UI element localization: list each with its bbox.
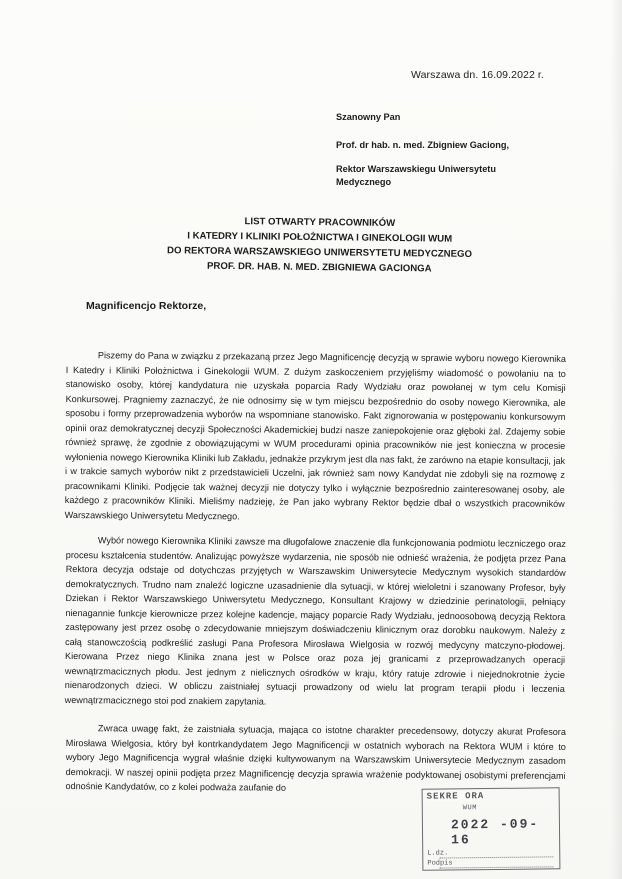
- paragraph: Zwraca uwagę fakt, że zaistniała sytuacja, mająca co istotne charakter precedensowy, dotyczy akurat Profesora Mirosława Wielgosia, który był kontrkandydatem Jego Magnificencji w ostatnich wyborach na Rektora WUM i które to wybory Jego Magnificencja wygrał właśnie dzięki kultywowanym na Warszawskim Uniwersytecie Medycznym zasadom demokracji. W naszej opinii podjęta przez Magnificencję decyzja sprawia wrażenie podyktowanej osobistymi preferencjami odnośnie Kandydatów, co z kolei podważa zaufanie do: [65, 723, 566, 793]
- letter-title: [149, 213, 490, 277]
- title-line: I KATEDRY I KLINIKI POŁOŻNICTWA I GINEKOLOGII WUM: [187, 230, 453, 245]
- paragraph: Wybór nowego Kierownika Kliniki zawsze ma długofalowe znaczenie dla funkcjonowania podmiotu leczniczego oraz procesu kształcenia studentów. Analizując powyższe wydarzenia, nie sposób nie odnieść wrażenia, że podjęta przez Pana Rektora decyzja odstaje od dotychczas przyjętych w Warszawskim Uniwersytecie Medycznym wysokich standardów demokratycznych. Trudno nam znaleźć logiczne uzasadnienie dla sytuacji, w której wieloletni i szanowany Profesor, były Dziekan i Rektor Warszawskiego Uniwersytetu Medycznego, Konsultant Krajowy w dziedzinie perinatologii, pełniący nienagannie funkcje kierownicze przez kolejne kadencje, mający poparcie Rady Wydziału, jednoosobową decyzją Rektora zastępowany jest przez osobę o zdecydowanie mniejszym doświadczeniu klinicznym oraz dorobku naukowym. Należy z całą stanowczością podkreślić zasługi Pana Profesora Mirosława Wielgosia w rozwój medycyny matczyno-płodowej. Kierowana Przez niego Klinika znana jest w Polsce oraz poza jej granicami z przeprowadzanych operacji wewnątrzmacicznych płodu. Jest jednym z nielicznych ośrodków w kraju, który ratuje zdrowie i niejednokrotnie życie nienarodzonych dzieci. W obliczu zaistniałej sytuacji prowadzony od wielu lat program terapii płodu i leczenia wewnątrzmacicznego stoi pod znakiem zapytania.: [64, 535, 566, 707]
- recipient-position: Rektor Warszawskiegu Uniwersytetu Medycznego: [336, 164, 496, 187]
- paragraph: Piszemy do Pana w związku z przekazaną przez Jego Magnificencję decyzją w sprawie wyboru nowego Kierownika I Katedry i Kliniki Położnictwa i Ginekologii WUM. Z dużym zaskoczeniem przyjęliśmy wiadomość o powołaniu na to stanowisko osoby, której kandydatura nie uzyskała poparcia Rady Wydziału oraz powołanej w tym celu Komisji Konkursowej. Pragniemy zaznaczyć, że nie odnosimy się w tym miejscu bezpośrednio do osoby nowego Kierownika, ale sposobu i formy przeprowadzenia wyborów na wspomniane stanowisko. Fakt zignorowania w postępowaniu konkursowym opinii oraz demokratycznej decyzji Społeczności Akademickiej budzi nasze zaniepokojenie oraz głęboki żal. Zdajemy sobie również sprawę, że zgodnie z obowiązującymi w WUM procedurami opinia pracowników nie jest konieczna w procesie wyłonienia nowego Kierownika Kliniki lub Zakładu, jednakże przykrym jest dla nas fakt, że zarówno na etapie konsultacji, jak i w trakcie samych wyborów nikt z przedstawicieli Uczelni, jak również sam nowy Kandydat nie zdobyli się na rozmowę z pracownikami Kliniki. Podjęcie tak ważnej decyzji nie dotyczy tylko i wyłącznie bezpośrednio zainteresowanej osoby, ale każdego z pracowników Kliniki. Mieliśmy nadzieję, że Pan jako wybrany Rektor będzie dbał o wszystkich pracowników Warszawskiego Uniwersytetu Medycznego.: [64, 350, 566, 521]
- letter-date: Warszawa dn. 16.09.2022 r.: [411, 69, 544, 81]
- stamp-heading: SEKRE ORA: [426, 791, 485, 802]
- registry-stamp: [422, 787, 561, 870]
- salutation: Magnificencjo Rektorze,: [86, 300, 207, 312]
- stamp-subline: WUM: [462, 804, 477, 813]
- stamp-field-reference: L.dz.: [427, 849, 449, 858]
- title-line: DO REKTORA WARSZAWSKIEGO UNIWERSYTETU MEDYCZNEGO: [167, 245, 473, 260]
- title-line: PROF. DR. HAB. N. MED. ZBIGNIEWA GACIONGA: [206, 260, 432, 275]
- stamp-date: 2022 -09- 16: [450, 816, 540, 848]
- title-line: LIST OTWARTY PRACOWNIKÓW: [244, 216, 396, 229]
- stamp-divider: [439, 856, 553, 858]
- stamp-field-signature: Podpis: [427, 859, 453, 868]
- recipient-greeting: Szanowny Pan: [336, 112, 401, 122]
- recipient-name: Prof. dr hab. n. med. Zbigniew Gaciong,: [336, 140, 510, 150]
- page-edge-shadow: [610, 0, 622, 879]
- stamp-divider: [439, 866, 553, 868]
